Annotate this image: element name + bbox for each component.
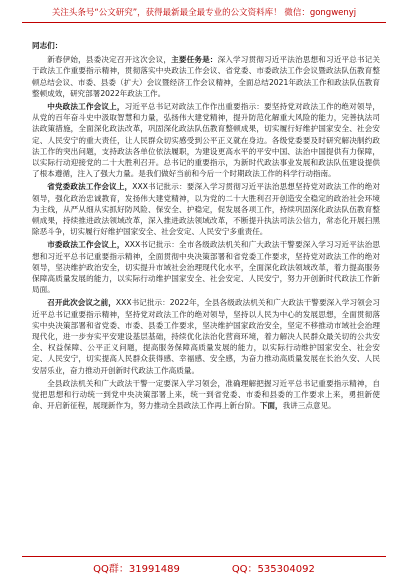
paragraph-6 [32, 378, 380, 412]
paragraph-lead: 召开此次会议之前， [47, 298, 116, 308]
paragraph-text: 深入学习贯彻习近平法治思想和习近平总书记关于政法工作重要指示精神，贯彻落实中央政法工作会议、省党委、市委政法工作会议暨政法队伍教育整顿总结会议、市委、县委（扩大）会议暨经济工作会议精神，全面总结2021年政法工作和政法队伍教育整顿成效，研究部署2022年政法工作。 [32, 55, 381, 98]
paragraph-4 [32, 239, 380, 295]
paragraph-text: 习近平总书记对政法工作作出重要指示：要坚持党对政法工作的绝对领导，从党的百年奋斗史中汲取智慧和力量，弘扬伟大建党精神，提升防范化解重大风险的能力，完善执法司法政策措施，全面深化政法改革，巩固深化政法队伍教育整顿成果，切实履行好维护国家安全、社会安定、人民安宁的重大责任，让人民群众切实感受到公平正义就在身边。各级党委要及时研究解决制约政法工作的突出问题，支持政法各单位依法履职，为建设更高水平的平安中国、法治中国提供有力保障，以实际行动迎接党的二十大胜利召开。总书记的重要指示，为新时代政法事业发展和政法队伍建设提供了根本遵循，注入了强大力量。是我们做好当前和今后一个时期政法工作的科学行动指南。 [32, 102, 381, 179]
bottom-divider [22, 556, 386, 557]
footer [0, 560, 408, 575]
paragraph-1 [32, 54, 380, 99]
greeting: 同志们： [32, 41, 63, 50]
paragraph-lead: 中央政法工作会议上， [47, 102, 125, 112]
document-body [32, 40, 380, 414]
paragraph-3 [32, 181, 380, 237]
paragraph-text: XXX书记批示：要深入学习贯彻习近平法治思想坚持党对政法工作的绝对领导，强化政治忠诚教育，发扬伟大建党精神，以为党的二十大胜利召开创造安全稳定的政治社会环境为主线，从严从细从实抓好防风险、保安全、护稳定，促发展各项工作，持续巩固深化政法队伍教育整顿成果，持续推进政法领域改革，深入推进政法领域改革，不断提升执法司法公信力，常态化开展扫黑除恶斗争，切实履行好维护国家安全、社会安定、人民安宁多重责任。 [32, 182, 380, 237]
paragraph-text-pre: 全县政法机关和广大政法干警一定要深入学习领会，准确理解把握习近平总书记重要指示精神，自觉把思想和行动统一到党中央决策部署上来，统一到省党委、市委和县委的工作要求上来，勇担新使命、开启新征程，展现新作为，努力推动全县政法工作再上新台阶。 [32, 378, 380, 411]
paragraph-text-pre: 新春伊始，县委决定召开这次会议， [47, 55, 172, 65]
paragraph-lead: 省党委政法工作会议上， [47, 182, 133, 192]
paragraph-5 [32, 297, 380, 375]
top-banner: 关注头条号“公文研究”，获得最新最全最专业的公文资料库！ 微信：gongwenyj [51, 8, 357, 18]
qq-text: QQ：535304092 [231, 564, 315, 575]
paragraph-2 [32, 101, 380, 179]
top-divider [22, 22, 386, 23]
qq-group-text: QQ群：31991489 [93, 564, 180, 575]
paragraph-bold-mid: 主要任务是： [171, 55, 218, 65]
paragraph-text: XXX书记批示：全市各级政法机关和广大政法干警要深入学习习近平法治思想和习近平总书记重要指示精神，全面贯彻中央决策部署和省党委工作要求，坚持党对政法工作的绝对领导，坚决维护政治安全，切实提升市域社会治理现代化水平，全面深化政法领域改革，着力提高服务保障高质量发展的能力，以实际行动维护国家安全、社会安定、人民安宁，努力开创新时代政法工作新局面。 [32, 240, 381, 295]
paragraph-bold-mid: 下面， [259, 401, 283, 411]
paragraph-lead: 市委政法工作会议上， [47, 240, 125, 250]
paragraph-text: XXX书记批示：2022年，全县各级政法机关和广大政法干警要深入学习领会习近平总书记重要指示精神，坚持党对政法工作的绝对领导，坚持以人民为中心的发展思想，全面贯彻落实中央决策部署和省党委、市委、县委工作要求，坚决维护国家政治安全，坚定不移推动市域社会治理现代化，进一步夯实平安建设基层基础，持续优化法治化营商环境，着力解决人民群众最关切的公共安全、权益保障、公平正义问题，提高服务保障高质量发展的能力，以实际行动维护国家安全、社会安定、人民安宁，切实提高人民群众获得感、幸福感、安全感，为奋力推动高质量发展在长治久安、人民安居乐业，奋力推动开创新时代政法工作高质量。 [32, 298, 380, 375]
paragraph-text: 我讲三点意见。 [282, 401, 336, 411]
